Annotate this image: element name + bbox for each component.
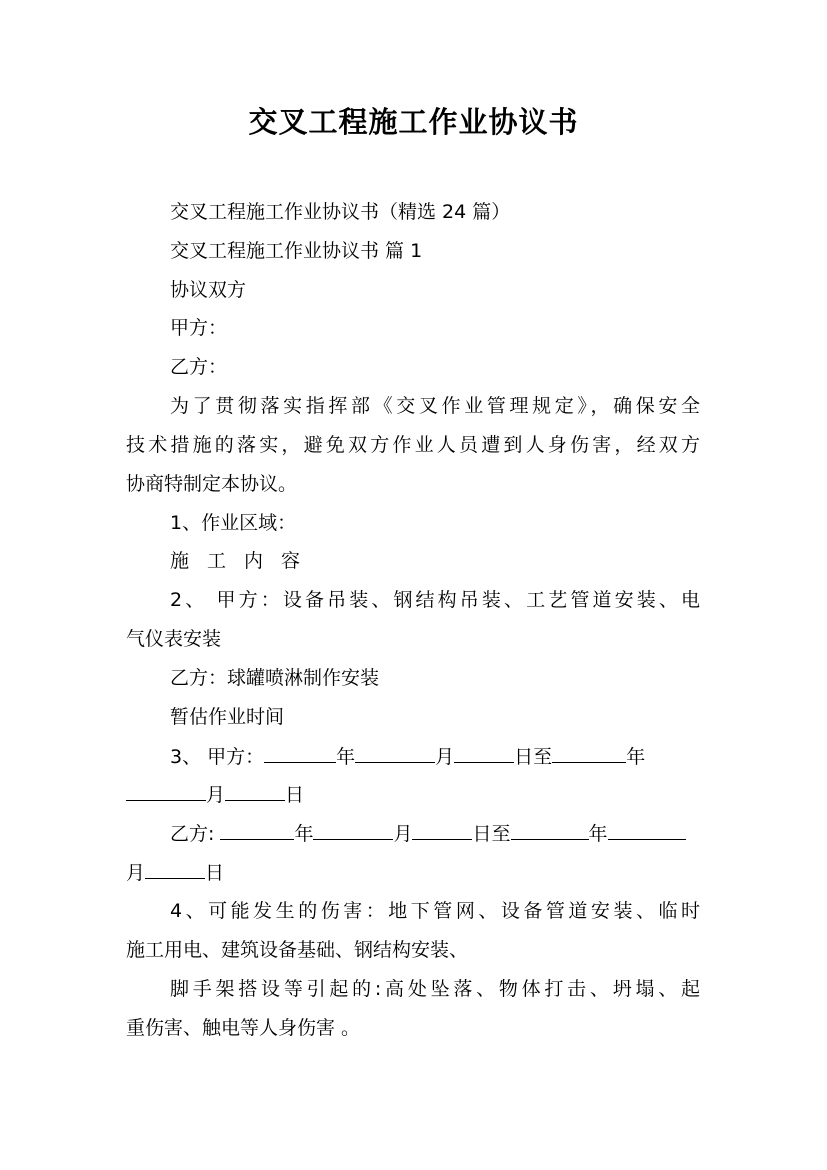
year-label: 年 (294, 823, 314, 845)
day-blank[interactable] (412, 821, 472, 840)
month-blank-2-inline[interactable] (608, 821, 686, 840)
item-4-line-1: 4、可能发生的伤害：地下管网、设备管道安装、临时 (170, 900, 700, 922)
month-label-2: 月 (126, 862, 146, 884)
intro-paragraph-line-3: 协商特制定本协议。 (126, 473, 298, 495)
month-label-2: 月 (206, 784, 226, 806)
month-blank-2[interactable] (126, 782, 206, 801)
party-a-label: 甲方： (170, 317, 228, 339)
item-2-line-1: 2、 甲方：设备吊装、钢结构吊装、工艺管道安装、电 (170, 589, 700, 611)
item-3-party-b-dates-cont (126, 860, 224, 885)
item-3-party-a-dates (170, 744, 645, 769)
intro-paragraph-line-1: 为了贯彻落实指挥部《交叉作业管理规定》，确保安全 (170, 395, 700, 417)
year-label-2: 年 (626, 746, 646, 768)
item-4-line-3: 脚手架搭设等引起的:高处坠落、物体打击、坍塌、起 (170, 978, 700, 1000)
party-b-date-prefix: 乙方: (170, 823, 215, 845)
year-label: 年 (336, 746, 356, 768)
day-blank-2[interactable] (225, 782, 285, 801)
year-blank[interactable] (220, 821, 294, 840)
item-4-line-2: 施工用电、建筑设备基础、钢结构安装、 (126, 939, 469, 961)
party-b-work: 乙方：球罐喷淋制作安装 (170, 667, 380, 689)
month-label: 月 (393, 823, 413, 845)
parties-heading: 协议双方 (170, 279, 247, 301)
day-label: 日 (285, 784, 305, 806)
day-to-label: 日至 (472, 823, 511, 845)
document-title: 交叉工程施工作业协议书 (248, 105, 579, 139)
intro-paragraph-line-2: 技术措施的落实，避免双方作业人员遭到人身伤害，经双方 (126, 434, 700, 456)
year-blank[interactable] (264, 744, 336, 763)
day-to-label: 日至 (514, 746, 553, 768)
day-blank-2[interactable] (145, 860, 205, 879)
day-label: 日 (205, 862, 225, 884)
estimated-time-heading: 暂估作业时间 (170, 706, 285, 728)
item-4-line-4: 重伤害、触电等人身伤害 。 (126, 1017, 361, 1039)
day-blank[interactable] (454, 744, 514, 763)
year-blank-2[interactable] (511, 821, 589, 840)
document-subtitle: 交叉工程施工作业协议书（精选 24 篇） (170, 201, 511, 223)
item-3-party-b-dates (170, 821, 686, 846)
party-b-label: 乙方： (170, 356, 228, 378)
month-blank[interactable] (355, 744, 435, 763)
item-1-work-area: 1、作业区域： (170, 512, 297, 534)
year-blank-2[interactable] (552, 744, 626, 763)
section-heading: 交叉工程施工作业协议书 篇 1 (170, 240, 423, 262)
item-3-prefix: 3、 甲方： (170, 746, 265, 768)
month-label: 月 (435, 746, 455, 768)
item-3-party-a-dates-cont (126, 782, 304, 807)
year-label-2: 年 (588, 823, 608, 845)
month-blank[interactable] (313, 821, 393, 840)
item-2-line-2: 气仪表安装 (126, 628, 222, 650)
construction-content-heading: 施工内容 (170, 550, 319, 572)
